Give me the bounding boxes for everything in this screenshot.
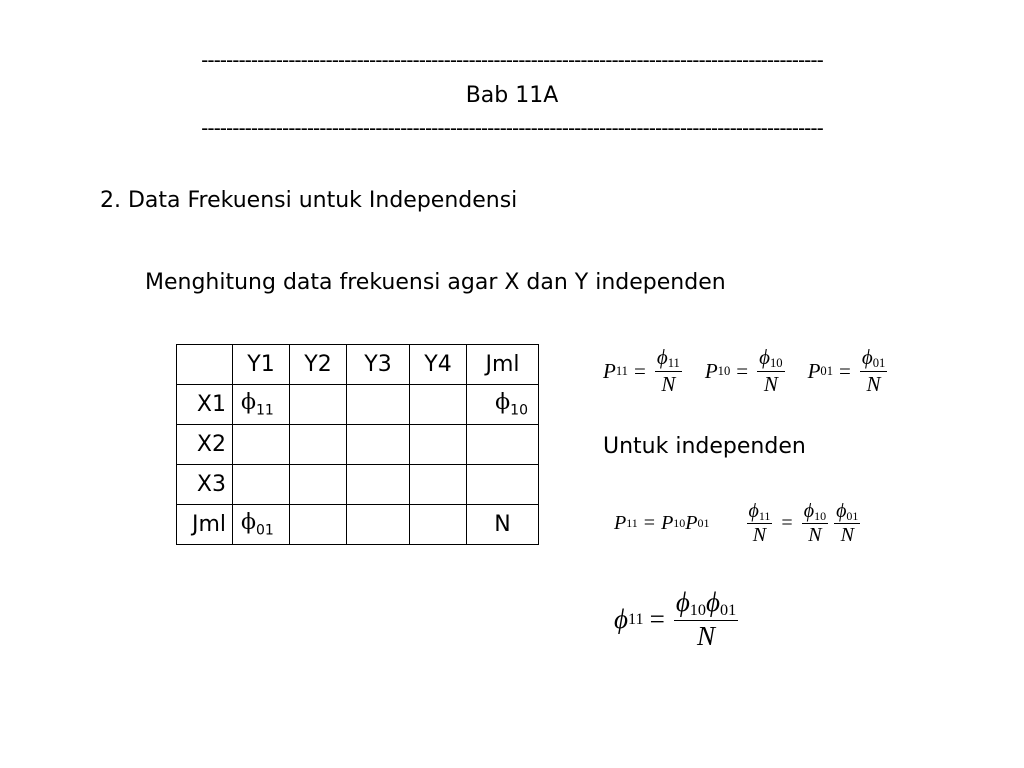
cell-phi10: $\phi_{10}$ [467,385,539,425]
column-header: Y2 [290,345,347,385]
table-cell [290,425,347,465]
formula-p11: P 11 = $\frac{\phi_{11}}{N}$ [603,345,680,396]
column-header: Y4 [410,345,467,385]
frequency-table [176,344,539,545]
row-label: X2 [177,425,233,465]
row-label: Jml [177,505,233,545]
formula-p10: P 10 = $\frac{\phi_{10}}{N}$ [704,345,783,396]
table-header-row [177,345,539,385]
table-cell [233,465,290,505]
table-row [177,385,539,425]
table-cell [467,465,539,505]
table-row [177,425,539,465]
column-header: Y3 [347,345,410,385]
table-cell [467,425,539,465]
table-cell [347,505,410,545]
independence-formula: P 11 = P 10 P 01 $\frac{\phi_{11}}{N}$ = $\frac{\phi_{10}}{N}$ $\frac{\phi_{01}}{N}$ [614,500,859,547]
formula-p01: P 01 = $\frac{\phi_{01}}{N}$ [807,345,886,396]
header-divider-bottom: ---------------------------------------------------------------------------------------------------- [201,116,823,140]
row-label: X3 [177,465,233,505]
table-cell [290,505,347,545]
table-row [177,465,539,505]
column-header: Y1 [233,345,290,385]
header-divider-top: ---------------------------------------------------------------------------------------------------- [201,48,823,72]
table-cell [347,425,410,465]
cell-phi11: $\phi_{11}$ [233,385,290,425]
column-header: Jml [467,345,539,385]
table-cell [410,465,467,505]
table-cell [410,385,467,425]
table-cell [290,465,347,505]
table-row [177,505,539,545]
page-title: Bab 11A [465,83,559,108]
row-label: X1 [177,385,233,425]
table-cell [233,425,290,465]
table-cell [410,425,467,465]
cell-phi01: $\phi_{01}$ [233,505,290,545]
table-cell [347,465,410,505]
section-title: 2. Data Frekuensi untuk Independensi [100,188,518,213]
probability-formulas [603,346,910,396]
table-cell [410,505,467,545]
independence-label: Untuk independen [603,434,806,459]
table-corner-cell [177,345,233,385]
subtitle: Menghitung data frekuensi agar X dan Y independen [145,270,726,295]
cell-total-n: N [467,505,539,545]
table-cell [347,385,410,425]
table-cell [290,385,347,425]
phi11-formula: ϕ 11 = $\frac{\phi_{10}\phi_{01}}{N}$ [614,587,737,651]
